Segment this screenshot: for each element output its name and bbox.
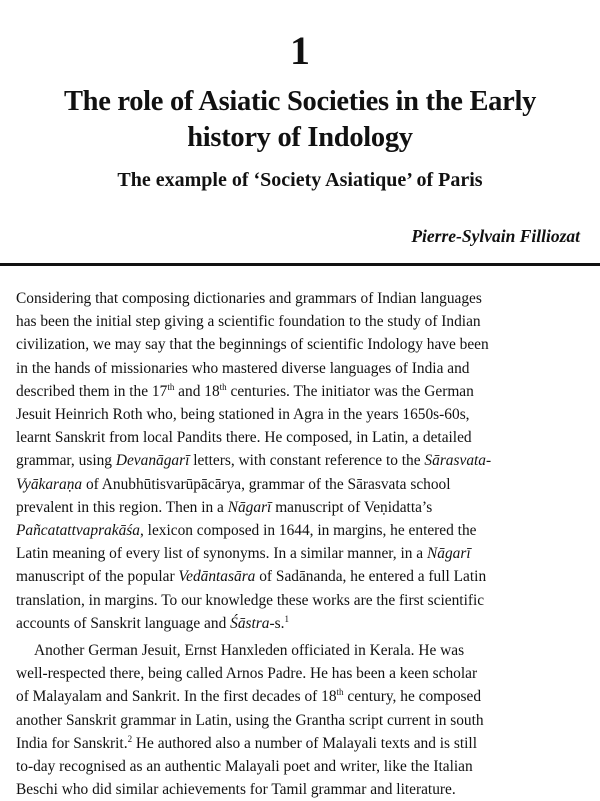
- text-run: accounts of Sanskrit language and: [16, 614, 231, 632]
- paragraph-1: [16, 287, 584, 635]
- text-run: and 18: [174, 382, 220, 400]
- paragraph-1-line: learnt Sanskrit from local Pandits there. He composed, in Latin, a detailed: [16, 429, 472, 447]
- text-run: -s.: [269, 614, 285, 632]
- chapter-title-line-2: history of Indology: [187, 122, 413, 153]
- italic-term: Nāgarī: [227, 498, 272, 516]
- text-run: centuries. The initiator was the German: [226, 382, 474, 400]
- italic-term: Vyākaraṇa: [16, 475, 83, 493]
- paragraph-1-line: translation, in margins. To our knowledge these works are the first scientific: [16, 591, 485, 609]
- italic-term: Pañcatattvaprakāśa: [16, 522, 140, 540]
- chapter-number: 1: [290, 28, 310, 73]
- text-run: described them in the 17: [16, 382, 168, 400]
- paragraph-2-line: Beschi who did similar achievements for Tamil grammar and literature.: [16, 781, 456, 799]
- text-run: , lexicon composed in 1644, in margins, he entered the: [139, 522, 477, 540]
- paragraph-2-line: another Sanskrit grammar in Latin, using the Grantha script current in south: [16, 711, 484, 729]
- superscript: th: [219, 381, 227, 392]
- paragraph-2: [16, 639, 584, 801]
- chapter-subtitle: The example of ‘Society Asiatique’ of Paris: [117, 169, 483, 191]
- text-run: of Anubhūtisvarūpācārya, grammar of the Sārasvata school: [82, 475, 451, 493]
- paragraph-1-line: Considering that composing dictionaries and grammars of Indian languages: [16, 290, 482, 307]
- text-run: He authored also a number of Malayali texts and is still: [132, 734, 477, 752]
- paragraph-1-line: [16, 542, 584, 565]
- text-run: century, he composed: [343, 688, 482, 706]
- paragraph-1-line: Jesuit Heinrich Roth who, being stationed in Agra in the years 1650s-60s,: [16, 406, 470, 424]
- paragraph-2-line: well-respected there, being called Arnos Padre. He has been a keen scholar: [16, 665, 478, 683]
- text-run: of Sadānanda, he entered a full Latin: [255, 568, 487, 586]
- body-text: [16, 287, 584, 801]
- italic-term: Sārasvata-: [424, 452, 492, 470]
- paragraph-2-line: [16, 639, 584, 662]
- paragraph-1-line: civilization, we may say that the beginnings of scientific Indology have been: [16, 336, 489, 354]
- paragraph-1-line: [16, 496, 584, 519]
- paragraph-2-line: [16, 685, 584, 708]
- chapter-title: [20, 84, 580, 156]
- paragraph-1-line: in the hands of missionaries who mastered diverse languages of India and: [16, 359, 470, 377]
- italic-term: Devanāgarī: [115, 452, 190, 470]
- text-run: manuscript of Veṇidatta’s: [271, 498, 433, 516]
- paragraph-2-line: to-day recognised as an authentic Malayali poet and writer, like the Italian: [16, 758, 473, 776]
- text-run: prevalent in this region. Then in a: [16, 498, 228, 516]
- footnote-marker: 1: [284, 613, 289, 624]
- text-run: Another German Jesuit, Ernst Hanxleden officiated in Kerala. He was: [34, 642, 465, 660]
- text-run: India for Sanskrit.: [16, 734, 128, 752]
- text-run: manuscript of the popular: [16, 568, 179, 586]
- superscript: th: [336, 687, 344, 698]
- chapter-title-line-1: The role of Asiatic Societies in the Early: [63, 86, 537, 117]
- paragraph-1-line: has been the initial step giving a scientific foundation to the study of Indian: [16, 313, 481, 331]
- italic-term: Vedāntasāra: [178, 568, 256, 586]
- footnote-marker: 2: [127, 733, 133, 744]
- paragraph-1-line: [16, 449, 584, 472]
- text-run: Latin meaning of every list of synonyms. In a similar manner, in a: [16, 545, 427, 563]
- paragraph-1-line: [16, 565, 584, 588]
- italic-term: Nāgarī: [427, 545, 471, 563]
- text-run: of Malayalam and Sankrit. In the first decades of 18: [16, 688, 337, 706]
- text-run: grammar, using: [16, 452, 116, 470]
- author-name: Pierre-Sylvain Filliozat: [411, 226, 580, 246]
- italic-term: Śāstra: [230, 614, 270, 632]
- paragraph-1-line: [16, 612, 584, 635]
- paragraph-1-line: [16, 380, 584, 403]
- superscript: th: [167, 381, 175, 392]
- text-run: letters, with constant reference to the: [189, 452, 425, 470]
- paragraph-2-line: [16, 732, 584, 755]
- header-rule: [0, 263, 600, 266]
- paragraph-1-line: [16, 519, 584, 542]
- paragraph-1-line: [16, 473, 584, 496]
